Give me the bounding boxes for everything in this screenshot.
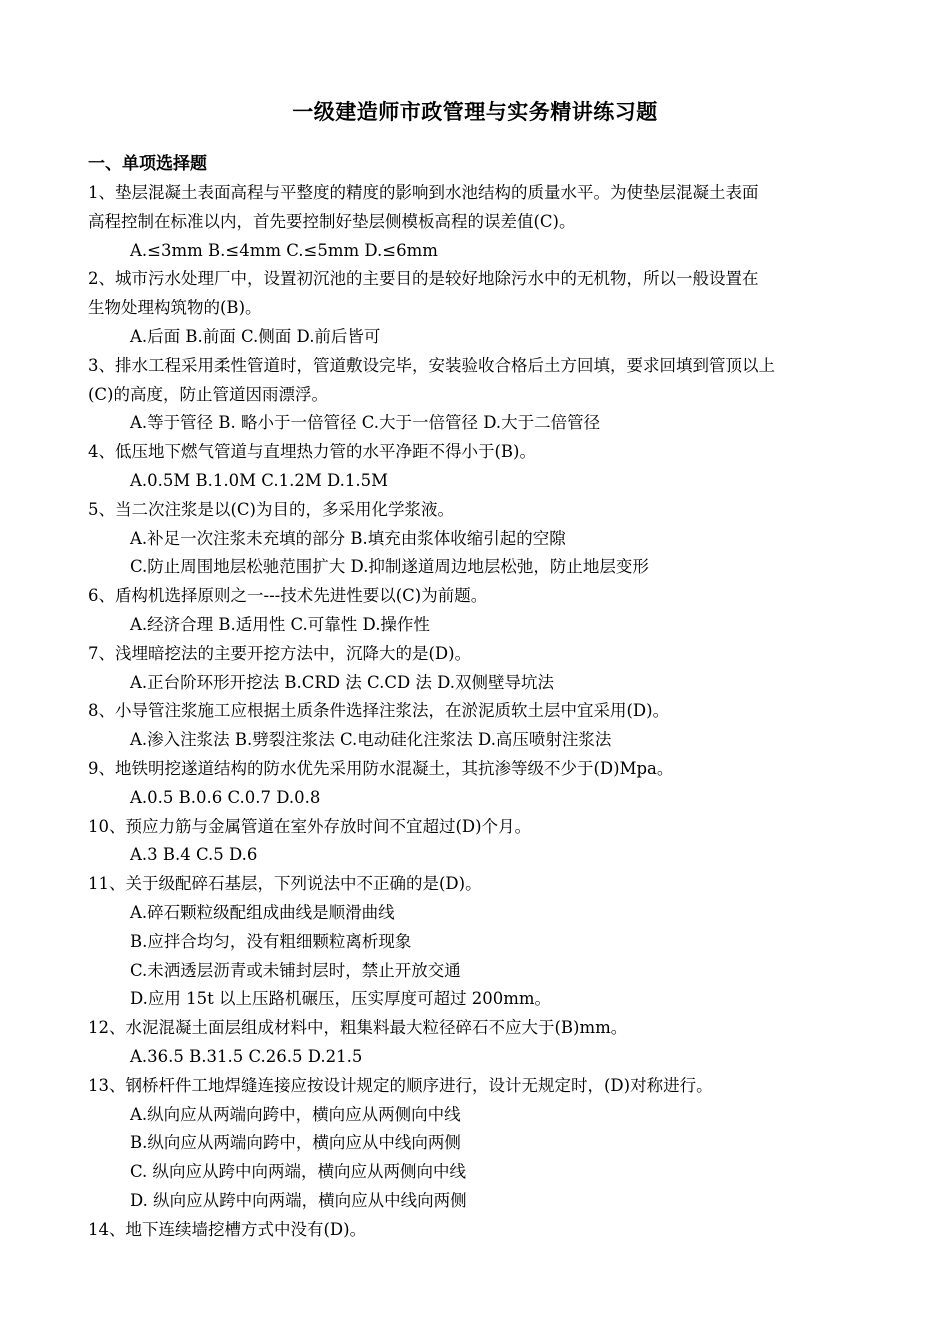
question-item [88, 1014, 862, 1072]
answer-options-line: A.3 B.4 C.5 D.6 [130, 845, 258, 865]
answer-options-line: A.36.5 B.31.5 C.26.5 D.21.5 [130, 1046, 363, 1066]
section-heading: 一、单项选择题 [88, 154, 207, 174]
answer-options-line: A.纵向应从两端向跨中，横向应从两侧向中线 [130, 1104, 461, 1124]
question-stem-line: 3、排水工程采用柔性管道时，管道敷设完毕，安装验收合格后土方回填，要求回填到管顶以上 [88, 355, 775, 375]
answer-options-line: A.正台阶环形开挖法 B.CRD 法 C.CD 法 D.双侧壁导坑法 [130, 672, 555, 692]
question-item [88, 1216, 862, 1245]
answer-options-line: A.等于管径 B. 略小于一倍管径 C.大于一倍管径 D.大于二倍管径 [130, 413, 601, 433]
question-stem-line: 6、盾构机选择原则之一---技术先进性要以(C)为前题。 [88, 586, 488, 606]
answer-options-line: A.经济合理 B.适用性 C.可靠性 D.操作性 [130, 614, 430, 634]
question-stem-line: 14、地下连续墙挖槽方式中没有(D)。 [88, 1219, 367, 1239]
question-item [88, 438, 862, 496]
document-title: 一级建造师市政管理与实务精讲练习题 [292, 100, 658, 124]
question-item [88, 496, 862, 582]
question-item [88, 265, 862, 351]
question-stem-line: 生物处理构筑物的(B)。 [88, 298, 262, 318]
answer-options-line: D. 纵向应从跨中向两端，横向应从中线向两侧 [130, 1190, 467, 1210]
question-stem-line: 5、当二次注浆是以(C)为目的，多采用化学浆液。 [88, 499, 454, 519]
answer-options-line: A.0.5 B.0.6 C.0.7 D.0.8 [130, 787, 321, 807]
question-item [88, 813, 862, 871]
answer-options-line: A.补足一次注浆未充填的部分 B.填充由浆体收缩引起的空隙 [130, 528, 566, 548]
question-item [88, 582, 862, 640]
answer-options-line: A.≤3mm B.≤4mm C.≤5mm D.≤6mm [130, 240, 438, 260]
question-item [88, 640, 862, 698]
question-stem-line: 12、水泥混凝土面层组成材料中，粗集料最大粒径碎石不应大于(B)mm。 [88, 1018, 628, 1038]
question-list [88, 179, 862, 1244]
question-item [88, 755, 862, 813]
answer-options-line: C. 纵向应从跨中向两端，横向应从两侧向中线 [130, 1162, 467, 1182]
question-stem-line: 4、低压地下燃气管道与直埋热力管的水平净距不得小于(B)。 [88, 442, 536, 462]
question-stem-line: (C)的高度，防止管道因雨漂浮。 [88, 384, 328, 404]
answer-options-line: B.应拌合均匀，没有粗细颗粒离析现象 [130, 931, 412, 951]
question-item [88, 352, 862, 438]
question-stem-line: 高程控制在标准以内，首先要控制好垫层侧模板高程的误差值(C)。 [88, 211, 576, 231]
answer-options-line: C.未洒透层沥青或未铺封层时，禁止开放交通 [130, 960, 461, 980]
question-stem-line: 13、钢桥杆件工地焊缝连接应按设计规定的顺序进行，设计无规定时，(D)对称进行。 [88, 1075, 713, 1095]
answer-options-line: C.防止周围地层松驰范围扩大 D.抑制遂道周边地层松弛，防止地层变形 [130, 557, 649, 577]
question-item [88, 179, 862, 265]
answer-options-line: D.应用 15t 以上压路机碾压，压实厚度可超过 200mm。 [130, 989, 552, 1009]
question-item [88, 1072, 862, 1216]
question-stem-line: 9、地铁明挖遂道结构的防水优先采用防水混凝土，其抗渗等级不少于(D)Mpa。 [88, 758, 674, 778]
question-stem-line: 2、城市污水处理厂中，设置初沉池的主要目的是较好地除污水中的无机物，所以一般设置在 [88, 269, 759, 289]
question-stem-line: 10、预应力筋与金属管道在室外存放时间不宜超过(D)个月。 [88, 816, 532, 836]
answer-options-line: B.纵向应从两端向跨中，横向应从中线向两侧 [130, 1133, 461, 1153]
question-item [88, 870, 862, 1014]
question-item [88, 697, 862, 755]
answer-options-line: A.0.5M B.1.0M C.1.2M D.1.5M [130, 470, 388, 490]
question-stem-line: 8、小导管注浆施工应根据土质条件选择注浆法，在淤泥质软土层中宜采用(D)。 [88, 701, 670, 721]
question-stem-line: 7、浅埋暗挖法的主要开挖方法中，沉降大的是(D)。 [88, 643, 472, 663]
question-stem-line: 11、关于级配碎石基层，下列说法中不正确的是(D)。 [88, 874, 482, 894]
answer-options-line: A.碎石颗粒级配组成曲线是顺滑曲线 [130, 902, 395, 922]
question-stem-line: 1、垫层混凝土表面高程与平整度的精度的影响到水池结构的质量水平。为使垫层混凝土表面 [88, 183, 759, 202]
answer-options-line: A.渗入注浆法 B.劈裂注浆法 C.电动硅化注浆法 D.高压喷射注浆法 [130, 730, 612, 750]
answer-options-line: A.后面 B.前面 C.侧面 D.前后皆可 [130, 326, 381, 346]
